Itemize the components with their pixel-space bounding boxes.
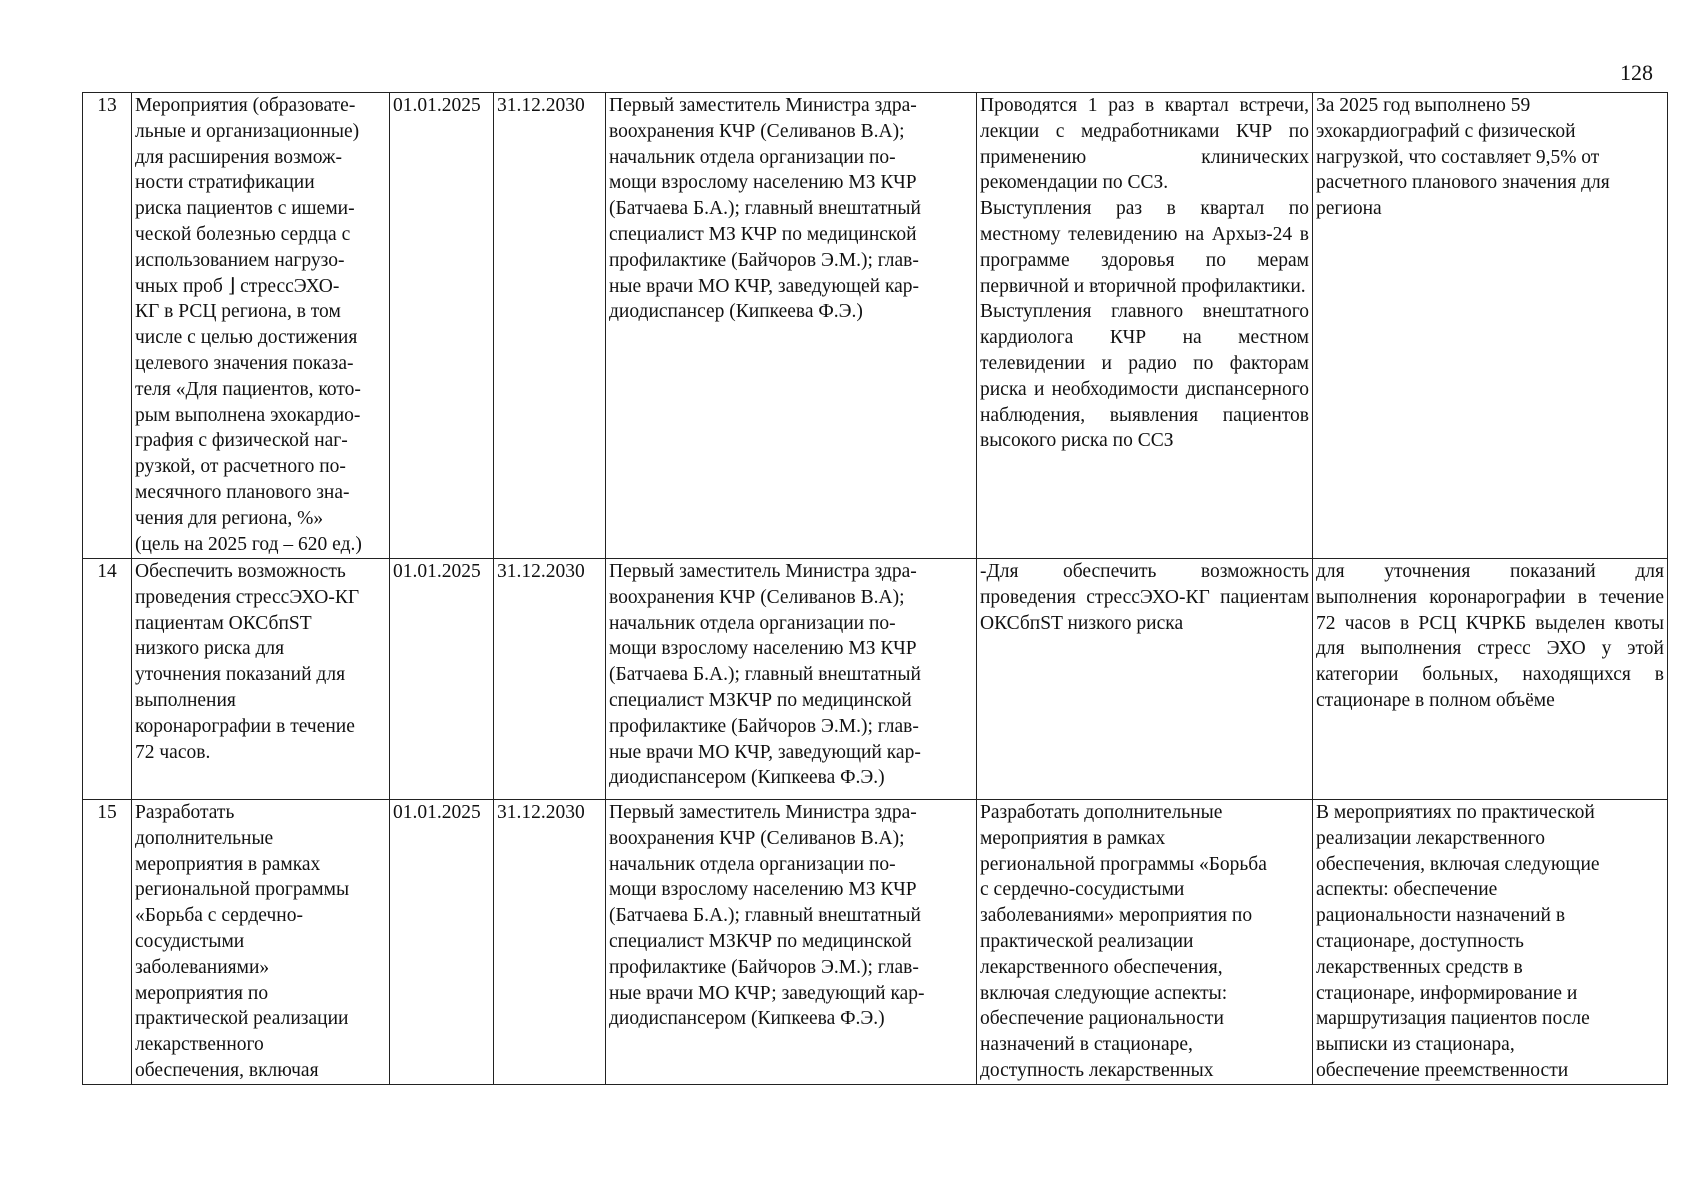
event-cell: Обеспечить возможность проведения стрессЭХО-КГ пациентам ОКСбпST низкого риска для уточнения показаний для выполнения коронарографии в течение 72 часов. bbox=[132, 559, 390, 800]
page-number: 128 bbox=[1620, 60, 1653, 85]
row-number: 15 bbox=[83, 800, 132, 1085]
status-cell: В мероприятиях по практической реализации лекарственного обеспечения, включая следующие аспекты: обеспечение рациональности назначений в стационаре, доступность лекарственных средств в стационаре, информирование и маршрутизация пациентов после выписки из стационара, обеспечение преемственности bbox=[1313, 800, 1668, 1085]
row-number: 13 bbox=[83, 93, 132, 559]
table-row bbox=[83, 559, 1668, 800]
result-cell: Проводятся 1 раз в квартал встречи, лекции с медработниками КЧР по применению клинических рекомендации по ССЗ. Выступления раз в квартал по местному телевидению на Архыз-24 в программе здоровья по мерам первичной и вторичной профилактики. Выступления главного внештатного кардиолога КЧР на местном телевидении и радио по факторам риска и необходимости диспансерного наблюдения, выявления пациентов высокого риска по ССЗ bbox=[977, 93, 1313, 559]
end-date-cell: 31.12.2030 bbox=[494, 559, 606, 800]
plan-table bbox=[82, 92, 1668, 1085]
event-cell: Разработать дополнительные мероприятия в рамках региональной программы «Борьба с сердечно- сосудистыми заболеваниями» мероприятия по практической реализации лекарственного обеспечения, включая bbox=[132, 800, 390, 1085]
responsible-cell: Первый заместитель Министра здра- воохранения КЧР (Селиванов В.А); начальник отдела организации по- мощи взрослому населению МЗ КЧР (Батчаева Б.А.); главный внештатный специалист МЗКЧР по медицинской профилактике (Байчоров Э.М.); глав- ные врачи МО КЧР, заведующий кар- диодиспансером (Кипкеева Ф.Э.) bbox=[606, 559, 977, 800]
event-cell: Мероприятия (образовате- льные и организационные) для расширения возмож- ности стратификации риска пациентов с ишеми- ческой болезнью сердца с использованием нагрузо- чных проб ⌋ стрессЭХО- КГ в РСЦ региона, в том числе с целью достижения целевого значения показа- теля «Для пациентов, кото- рым выполнена эхокардио- графия с физической наг- рузкой, от расчетного по- месячного планового зна- чения для региона, %» (цель на 2025 год – 620 ед.) bbox=[132, 93, 390, 559]
result-cell: -Для обеспечить возможность проведения стрессЭХО-КГ пациентам ОКСбпST низкого риска bbox=[977, 559, 1313, 800]
status-cell: За 2025 год выполнено 59 эхокардиографий с физической нагрузкой, что составляет 9,5% от расчетного планового значения для региона bbox=[1313, 93, 1668, 559]
start-date-cell: 01.01.2025 bbox=[390, 559, 494, 800]
start-date-cell: 01.01.2025 bbox=[390, 93, 494, 559]
row-number: 14 bbox=[83, 559, 132, 800]
end-date-cell: 31.12.2030 bbox=[494, 93, 606, 559]
result-cell: Разработать дополнительные мероприятия в рамках региональной программы «Борьба с сердечно-сосудистыми заболеваниями» мероприятия по практической реализации лекарственного обеспечения, включая следующие аспекты: обеспечение рациональности назначений в стационаре, доступность лекарственных bbox=[977, 800, 1313, 1085]
responsible-cell: Первый заместитель Министра здра- воохранения КЧР (Селиванов В.А); начальник отдела организации по- мощи взрослому населению МЗ КЧР (Батчаева Б.А.); главный внештатный специалист МЗ КЧР по медицинской профилактике (Байчоров Э.М.); глав- ные врачи МО КЧР, заведующей кар- диодиспансер (Кипкеева Ф.Э.) bbox=[606, 93, 977, 559]
table-row bbox=[83, 93, 1668, 559]
status-cell: для уточнения показаний для выполнения коронарографии в течение 72 часов в РСЦ КЧРКБ выделен квоты для выполнения стресс ЭХО у этой категории больных, находящихся в стационаре в полном объёме bbox=[1313, 559, 1668, 800]
responsible-cell: Первый заместитель Министра здра- воохранения КЧР (Селиванов В.А); начальник отдела организации по- мощи взрослому населению МЗ КЧР (Батчаева Б.А.); главный внештатный специалист МЗКЧР по медицинской профилактике (Байчоров Э.М.); глав- ные врачи МО КЧР; заведующий кар- диодиспансером (Кипкеева Ф.Э.) bbox=[606, 800, 977, 1085]
table-row bbox=[83, 800, 1668, 1085]
start-date-cell: 01.01.2025 bbox=[390, 800, 494, 1085]
end-date-cell: 31.12.2030 bbox=[494, 800, 606, 1085]
